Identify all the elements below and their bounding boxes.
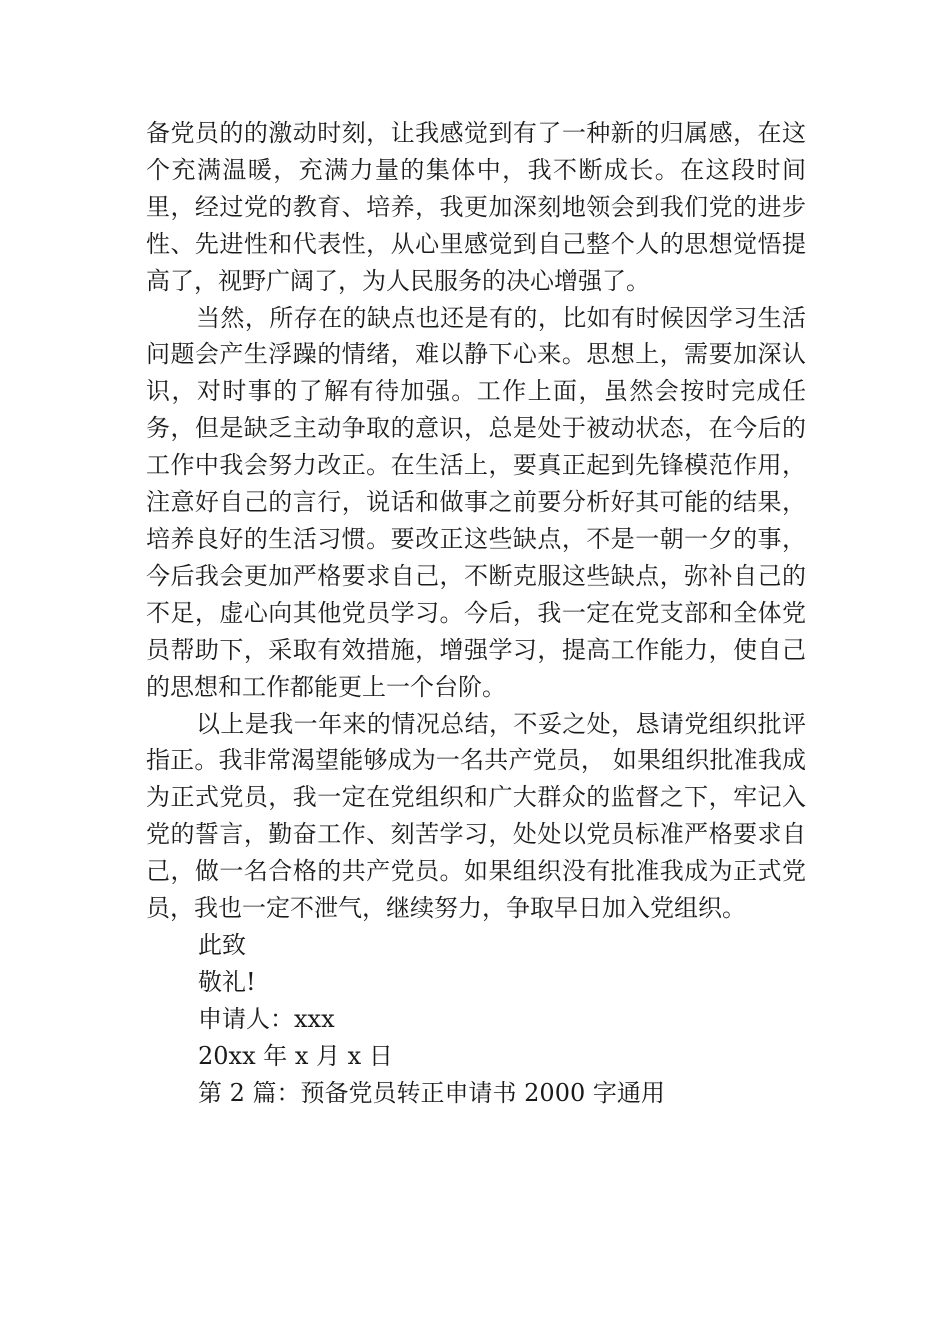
closing-line: 此致 bbox=[198, 930, 246, 959]
applicant-line: 申请人：xxx bbox=[198, 1004, 335, 1033]
date-line: 20xx 年 x 月 x 日 bbox=[198, 1041, 393, 1070]
paragraph-1: 备党员的的激动时刻，让我感觉到有了一种新的归属感，在这个充满温暖，充满力量的集体中，我不断成长。在这段时间里，经过党的教育、培养，我更加深刻地领会到我们党的进步性、先进性和代表性，从心里感觉到自己整个人的思想觉悟提高了，视野广阔了，为人民服务的决心增强了。 bbox=[146, 119, 806, 295]
paragraph-3: 以上是我一年来的情况总结，不妥之处，恳请党组织批评指正。我非常渴望能够成为一名共产党员， 如果组织批准我成为正式党员，我一定在党组织和广大群众的监督之下，牢记入党的誓言，勤奋工作、刻苦学习，处处以党员标准严格要求自己，做一名合格的共产党员。如果组织没有批准我成为正式党员，我也一定不泄气，继续努力，争取早日加入党组织。 bbox=[146, 709, 806, 923]
paragraph-2: 当然，所存在的缺点也还是有的，比如有时候因学习生活问题会产生浮躁的情绪，难以静下心来。思想上，需要加深认识，对时事的了解有待加强。工作上面，虽然会按时完成任务，但是缺乏主动争取的意识，总是处于被动状态，在今后的工作中我会努力改正。在生活上，要真正起到先锋模范作用，注意好自己的言行，说话和做事之前要分析好其可能的结果，培养良好的生活习惯。要改正这些缺点，不是一朝一夕的事，今后我会更加严格要求自己，不断克服这些缺点，弥补自己的不足，虚心向其他党员学习。今后，我一定在党支部和全体党员帮助下，采取有效措施，增强学习，提高工作能力，使自己的思想和工作都能更上一个台阶。 bbox=[146, 303, 806, 701]
next-article-title: 第 2 篇：预备党员转正申请书 2000 字通用 bbox=[198, 1078, 665, 1107]
salutation-line: 敬礼! bbox=[198, 967, 256, 996]
document-body bbox=[146, 115, 806, 1111]
